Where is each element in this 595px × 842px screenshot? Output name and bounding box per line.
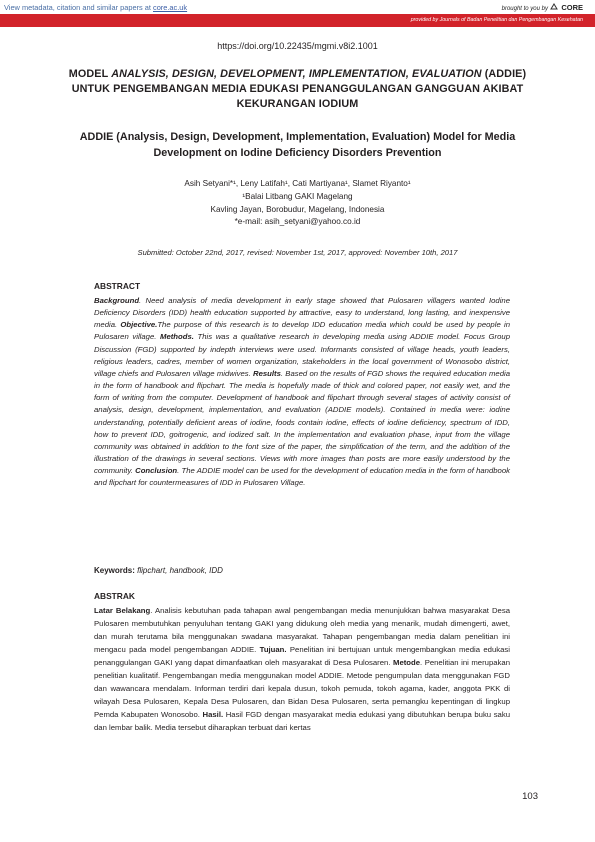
title-indonesian: [60, 67, 535, 112]
metode-text: . Penelitian ini merupakan penelitian kualitatif. Pengembangan media menggunakan model ADDIE. Metode pengumpulan data menggunakan FGD dan wawancara mendalam. Informan terdiri dari kepala dusun, tokoh pemuda, tokoh agama, kader, anggota PKK di wilayah Desa Pulosaren, Kepala Desa Pulosaren, dan Bidan Desa Pulosaren, serta pemangku kepentingan di lingkup Pemda Kabupaten Wonosobo.: [94, 657, 510, 719]
core-metadata-link-text: [4, 3, 187, 12]
abstrak-heading: ABSTRAK: [94, 591, 135, 601]
conclusion-label: Conclusion: [135, 466, 178, 476]
affiliation: ¹Balai Litbang GAKI Magelang: [242, 191, 353, 201]
title-id-part2: (ADDIE) UNTUK PENGEMBANGAN MEDIA EDUKASI PENANGGULANGAN GANGGUAN AKIBAT KEKURANGAN IODIUM: [71, 68, 527, 110]
keywords-text: flipchart, handbook, IDD: [134, 566, 223, 575]
core-link[interactable]: core.ac.uk: [153, 3, 188, 12]
address: Kavling Jayan, Borobudur, Magelang, Indonesia: [210, 204, 385, 214]
abstract-heading: ABSTRACT: [94, 281, 141, 291]
tujuan-text: Penelitian ini bertujuan untuk mengembangkan media edukasi penanggulangan GAKI yang dapat dimanfaatkan oleh masyarakat di Desa Pulosaren.: [94, 644, 510, 667]
tujuan-label: Tujuan.: [259, 644, 287, 654]
hasil-label: Hasil.: [202, 709, 224, 719]
provided-by-bar: [0, 14, 595, 27]
brought-by-text: brought to you by: [501, 6, 548, 12]
core-topbar: [0, 0, 595, 14]
abstract-indonesian: [94, 605, 510, 735]
core-logo-icon: [550, 6, 560, 12]
methods-label: Methods.: [160, 332, 194, 342]
background-label: Background: [94, 296, 140, 305]
objective-label: Objective.: [120, 320, 158, 330]
abstract-english: [94, 295, 510, 490]
background-text: . Need analysis of media development in early stage showed that Pulosaren villagers wanted Iodine Deficiency Disorders (IDD) health education supported by attractive, easy to understand, long lasting, and inexpensive media.: [94, 296, 510, 330]
keywords-label: Keywords:: [94, 566, 135, 575]
title-english: ADDIE (Analysis, Design, Development, Implementation, Evaluation) Model for Media Development on Iodine Deficiency Disorders Prevention: [79, 131, 516, 159]
doi-link[interactable]: https://doi.org/10.22435/mgmi.v8i2.1001: [217, 41, 378, 51]
latar-belakang-text: . Analisis kebutuhan pada tahapan awal pengembangan media menunjukkan bahwa masyarakat Desa Pulosaren membutuhkan penyuluhan tentang GAKI yang didukung oleh media yang menarik, mudah dimengerti, awet, dan murah terutama bila menggunakan swadana masyarakat. Tahapan pengembangan media dalam penelitian ini mengacu pada model pengembangan ADDIE.: [94, 606, 510, 654]
methods-text: This was a qualitative research in developing media using ADDIE model. Focus Group Discussion (FGD) supported by indepth interviews were used. Informants consisted of village heads, youth leaders, religious leaders, cadres, member of women organization, stakeholders in the local government of Wonosobo district, village chiefs and Pulosaren village midwives.: [94, 332, 510, 378]
author-list: Asih Setyani*¹, Leny Latifah¹, Cati Martiyana¹, Slamet Riyanto¹: [184, 179, 411, 188]
keywords: [94, 566, 223, 575]
latar-belakang-label: Latar Belakang: [94, 606, 151, 615]
results-label: Results: [253, 368, 281, 378]
conclusion-text: . The ADDIE model can be used for the development of education media in the form of handbook and flipchart for countermeasures of IDD in Pulosaren Village.: [94, 466, 510, 488]
submission-dates: Submitted: October 22nd, 2017, revised: November 1st, 2017, approved: November 10th, 2017: [137, 248, 458, 257]
metode-label: Metode: [393, 657, 421, 667]
brought-by-core[interactable]: [502, 3, 583, 12]
provided-by-text: provided by Journals of Badan Penelitian dan Pengembangan Kesehatan: [410, 17, 583, 23]
page-number: 103: [522, 791, 538, 802]
core-brand: CORE: [561, 3, 583, 12]
email[interactable]: *e-mail: asih_setyani@yahoo.co.id: [234, 217, 361, 227]
results-text: . Based on the results of FGD shows the required education media in the form of handbook and flipchart. The media is hopefully made of thick and colored paper, not easily wet, and the form of writing from the computer. Development of handbook and flipchart through several stages of activity consist of analysis, design, development, implementation, and evaluation (ADDIE models). Contained in media were: iodine understanding, potentially deficient areas of iodine, foods contain iodine, effects of iodine deficiency, spectrum of IDD, how to prevent IDD, goitrogenic, and iodized salt. In the implementation and evaluation phase, input from the village community was obtained in addition to the font size of the paper, the simplification of the term, and the addition of the illustration of the drawings in several sections. Views with more images than posts are more easily understood by the community.: [94, 368, 510, 476]
objective-text: The purpose of this research is to develop IDD education media which could be used by people in Pulosaren village.: [94, 320, 510, 342]
title-id-part1: MODEL: [68, 68, 112, 80]
title-id-italic: ANALYSIS, DESIGN, DEVELOPMENT, IMPLEMENTATION, EVALUATION: [111, 68, 482, 80]
author-block: [0, 178, 595, 229]
core-link-prefix: View metadata, citation and similar papers at: [4, 3, 153, 12]
hasil-text: Hasil FGD dengan masyarakat media edukasi yang dibutuhkan berupa buku saku dan lembar balik. Media tersebut diharapkan terbuat dari kertas: [94, 709, 511, 732]
